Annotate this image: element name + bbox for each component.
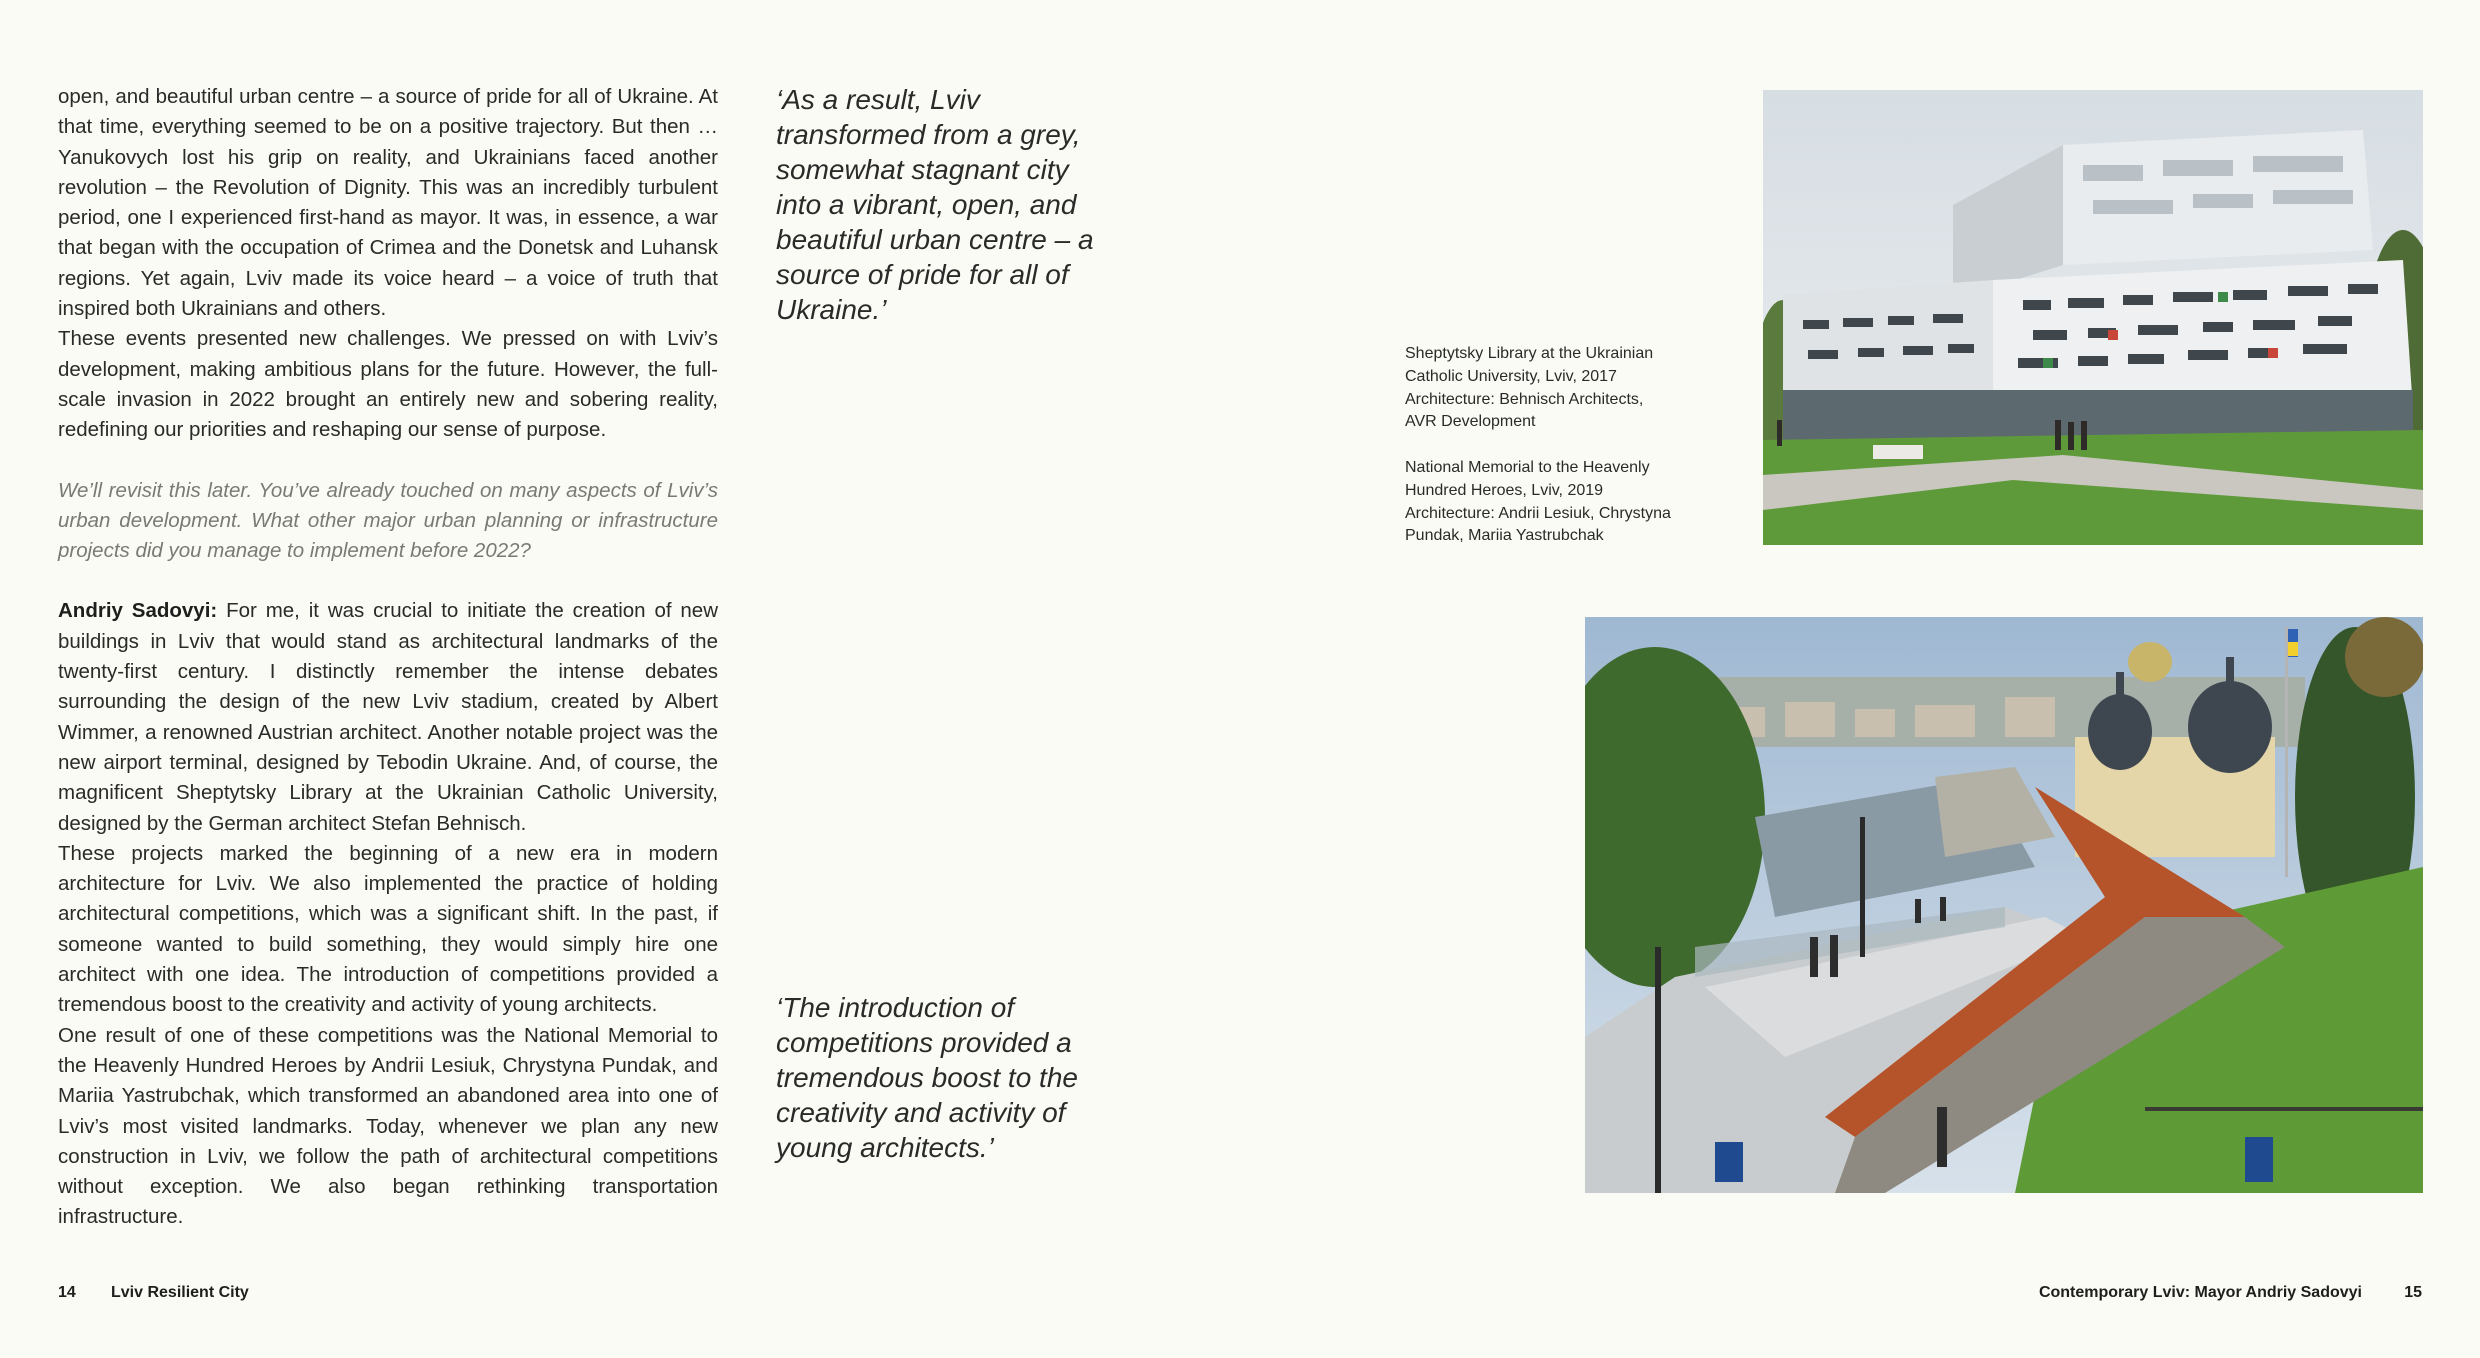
- pull-quote-2: ‘The introduction of competitions provided a tremendous boost to the creativity and activity of young architects.’: [776, 992, 1078, 1163]
- caption-memorial-line-4: Pundak, Mariia Yastrubchak: [1405, 527, 1604, 545]
- caption-library-line-2: Catholic University, Lviv, 2017: [1405, 367, 1617, 385]
- caption-memorial: [1405, 457, 1705, 548]
- page-number-right: 15: [2404, 1284, 2422, 1301]
- interview-answer-2: These projects marked the beginning of a new era in modern architecture for Lviv. We also implemented the practice of holding architectural competitions, which was a significant shift. In the past, if someone wanted to build something, they would simply hire one architect with one idea. The introduction of competitions provided a tremendous boost to the creativity and activity of young architects.: [58, 841, 718, 1017]
- running-title-left: Lviv Resilient City: [111, 1284, 249, 1301]
- main-body-text: [58, 82, 718, 1233]
- caption-library-line-1: Sheptytsky Library at the Ukrainian: [1405, 345, 1654, 362]
- caption-memorial-line-3: Architecture: Andrii Lesiuk, Chrystyna: [1405, 504, 1671, 522]
- library-illustration: [1763, 90, 2423, 545]
- caption-library-line-3: Architecture: Behnisch Architects,: [1405, 390, 1644, 408]
- pull-quote-1: ‘As a result, Lviv transformed from a grey, somewhat stagnant city into a vibrant, open, and beautiful urban centre – a source of pride for all of Ukraine.’: [776, 84, 1094, 325]
- body-paragraph-2: These events presented new challenges. We pressed on with Lviv’s development, making ambitious plans for the future. However, the full-scale invasion in 2022 brought an entirely new and sobering reality, redefining our priorities and reshaping our sense of purpose.: [58, 327, 718, 442]
- interview-answer-3: One result of one of these competitions was the National Memorial to the Heavenly Hundred Heroes by Andrii Lesiuk, Chrystyna Pundak, and Mariia Yastrubchak, which transformed an abandoned area into one of Lviv’s most visited landmarks. Today, whenever we plan any new construction in Lviv, we follow the path of architectural competitions without exception. We also began rethinking transportation infrastructure.: [58, 1023, 718, 1229]
- caption-library-line-4: AVR Development: [1405, 413, 1536, 431]
- interview-answer-1: [58, 596, 718, 838]
- caption-memorial-line-1: National Memorial to the Heavenly: [1405, 459, 1650, 476]
- speaker-name: Andriy Sadovyi:: [58, 599, 218, 623]
- running-title-right: Contemporary Lviv: Mayor Andriy Sadovyi: [2038, 1284, 2362, 1301]
- caption-library: [1405, 343, 1705, 434]
- answer-text-1: For me, it was crucial to initiate the creation of new buildings in Lviv that would stand as architectural landmarks of the twenty-first century. I distinctly remember the intense debates surrounding the design of the new Lviv stadium, created by Albert Wimmer, a renowned Austrian architect. Another notable project was the new airport terminal, designed by Tebodin Ukraine. And, of course, the magnificent Sheptytsky Library at the Ukrainian Catholic University, designed by the German architect Stefan Behnisch.: [58, 599, 719, 835]
- memorial-photo: [1585, 617, 2423, 1193]
- interview-question: We’ll revisit this later. You’ve already touched on many aspects of Lviv’s urban development. What other major urban planning or infrastructure projects did you manage to implement before 2022?: [58, 478, 718, 563]
- caption-memorial-line-2: Hundred Heroes, Lviv, 2019: [1405, 481, 1604, 499]
- page-number-left: 14: [58, 1284, 76, 1301]
- memorial-illustration: [1585, 617, 2423, 1193]
- library-photo: [1763, 90, 2423, 545]
- body-paragraph-1: open, and beautiful urban centre – a source of pride for all of Ukraine. At that time, everything seemed to be on a positive trajectory. But then … Yanukovych lost his grip on reality, and Ukrainians faced another revolution – the Revolution of Dignity. This was an incredibly turbulent period, one I experienced first-hand as mayor. It was, in essence, a war that began with the occupation of Crimea and the Donetsk and Luhansk regions. Yet again, Lviv made its voice heard – a voice of truth that inspired both Ukrainians and others.: [58, 85, 718, 321]
